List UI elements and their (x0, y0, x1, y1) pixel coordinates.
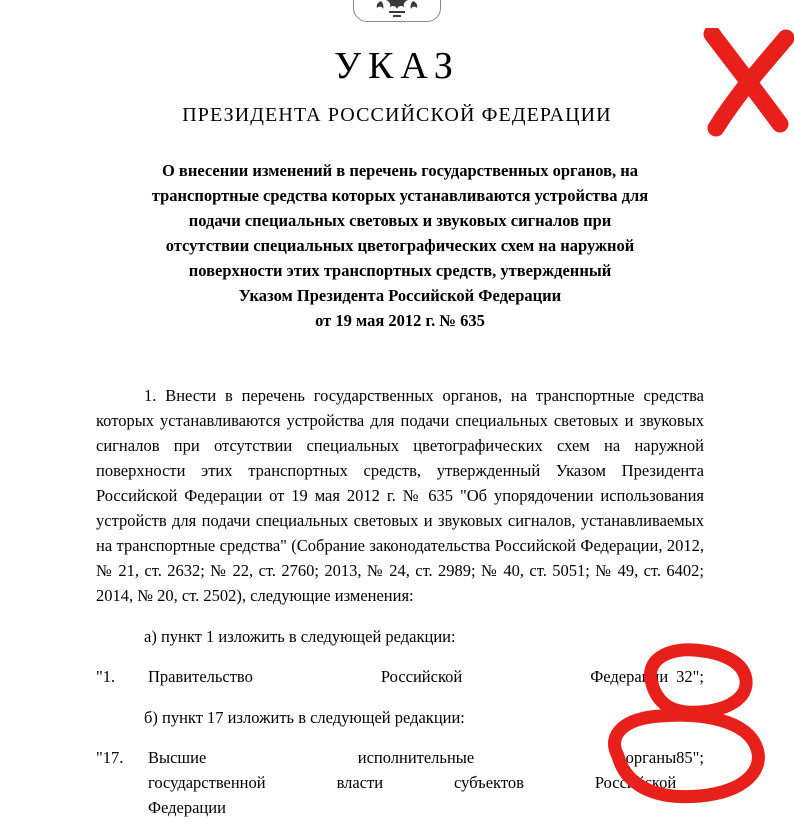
document-body (96, 383, 704, 820)
entry-row-1 (96, 664, 704, 689)
heading-line: транспортные средства которых устанавливаются устройства для (151, 186, 649, 205)
heading-line: отсутствии специальных цветографических схем на наружной (165, 236, 635, 255)
entry-text-line: Высшие исполнительные органы (148, 748, 677, 767)
document-title: УКАЗ (334, 45, 460, 87)
entry-row-17 (96, 745, 704, 820)
paragraph-1: 1. Внести в перечень государственных органов, на транспортные средства которых устанавливаются устройства для подачи специальных световых и звуковых сигналов при отсутствии специальных цветографических схем на наружной поверхности этих транспортных средств, утвержденный Указом Президента Российской Федерации от 19 мая 2012 г. № 635 "Об упорядочении использования устройств для подачи специальных световых и звуковых сигналов, устанавливаемых на транспортные средства" (Собрание законодательства Российской Федерации, 2012, № 21, ст. 2632; № 22, ст. 2760; 2013, № 24, ст. 2989; № 40, ст. 5051; № 49, ст. 6402; 2014, № 20, ст. 2502), следующие изменения: (96, 386, 704, 605)
document-heading (96, 158, 704, 333)
heading-line: подачи специальных световых и звуковых сигналов при (188, 211, 612, 230)
entry-number: "17. (96, 748, 124, 767)
heading-line: от 19 мая 2012 г. № 635 (315, 311, 485, 330)
entry-value: 32"; (676, 667, 704, 686)
heading-line: Указом Президента Российской Федерации (238, 286, 562, 305)
entry-text: Правительство Российской Федерации (148, 667, 669, 686)
entry-number: "1. (96, 667, 116, 686)
entry-text-block (148, 745, 676, 820)
coat-of-arms-icon (353, 0, 441, 22)
entry-text-line: государственной власти субъектов Российской (148, 773, 677, 792)
sub-item-b: б) пункт 17 изложить в следующей редакции: (144, 708, 465, 727)
sub-item-a: а) пункт 1 изложить в следующей редакции: (144, 627, 456, 646)
entry-value: 85"; (676, 748, 704, 767)
heading-line: О внесении изменений в перечень государственных органов, на (161, 161, 639, 180)
entry-text-line: Федерации (148, 798, 226, 817)
document-subtitle: ПРЕЗИДЕНТА РОССИЙСКОЙ ФЕДЕРАЦИИ (182, 104, 612, 126)
heading-line: поверхности этих транспортных средств, утвержденный (188, 261, 612, 280)
